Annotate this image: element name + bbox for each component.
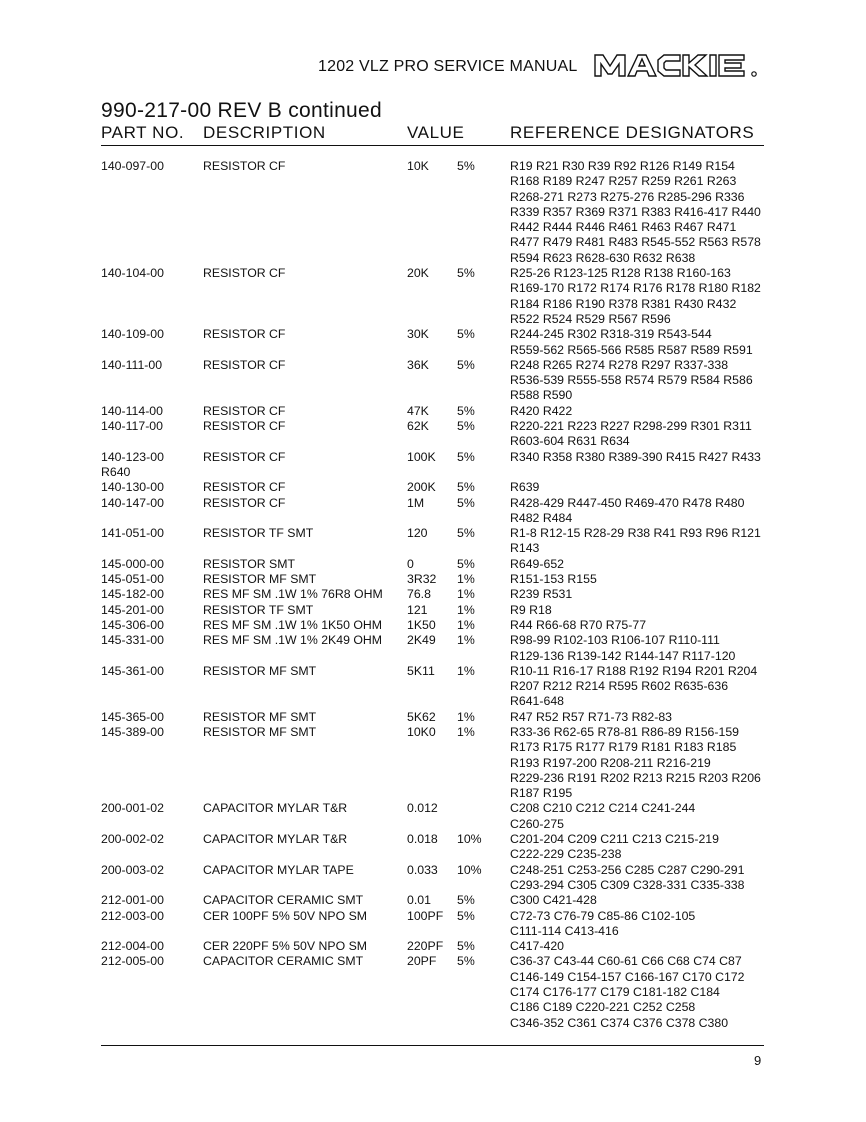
parts-row: [101, 587, 771, 602]
reference-designators: [510, 618, 772, 633]
reference-line: R239 R531: [510, 587, 573, 602]
reference-designators: [510, 557, 772, 572]
part-number: 140-130-00: [101, 480, 164, 495]
reference-designators: [510, 863, 772, 894]
part-number: 212-004-00: [101, 939, 164, 954]
part-number: 145-000-00: [101, 556, 164, 571]
reference-line: R168 R189 R247 R257 R259 R261 R263: [510, 174, 737, 189]
parts-row: [101, 832, 771, 863]
reference-line: R193 R197-200 R208-211 R216-219: [510, 755, 711, 770]
reference-line: R10-11 R16-17 R188 R192 R194 R201 R204: [510, 663, 758, 678]
part-tolerance: 5%: [457, 495, 475, 510]
part-description: CAPACITOR CERAMIC SMT: [203, 893, 364, 908]
reference-designators: [510, 327, 772, 358]
part-tolerance: 5%: [457, 480, 475, 495]
parts-row: [101, 480, 771, 495]
part-value: 20PF: [407, 954, 437, 969]
part-description: RESISTOR MF SMT: [203, 724, 317, 739]
part-tolerance: 5%: [457, 159, 475, 173]
part-value: 10K: [407, 159, 429, 173]
part-tolerance: 1%: [457, 724, 475, 739]
part-value: 5K62: [407, 709, 436, 724]
part-description: RESISTOR MF SMT: [203, 572, 317, 587]
reference-designators: [510, 633, 772, 664]
parts-row: [101, 954, 771, 1030]
part-description: CER 220PF 5% 50V NPO SM: [203, 939, 368, 954]
reference-line: R47 R52 R57 R71-73 R82-83: [510, 709, 673, 724]
footer-divider: [101, 1045, 764, 1046]
parts-row: [101, 909, 771, 940]
parts-row: [101, 801, 771, 832]
part-number: 141-051-00: [101, 526, 164, 541]
part-tolerance: 5%: [457, 357, 475, 372]
part-tolerance: 5%: [457, 556, 475, 571]
parts-row: [101, 419, 771, 450]
parts-row: [101, 450, 771, 481]
part-number: 145-306-00: [101, 617, 164, 632]
part-tolerance: 10%: [457, 832, 482, 847]
parts-row: [101, 557, 771, 572]
parts-row: [101, 266, 771, 327]
reference-designators: [510, 266, 772, 327]
parts-row: [101, 603, 771, 618]
reference-line: R244-245 R302 R318-319 R543-544: [510, 327, 712, 342]
reference-designators: [510, 909, 772, 940]
parts-row: [101, 633, 771, 664]
mackie-logo: [594, 52, 766, 78]
parts-row: [101, 618, 771, 633]
part-value: 121: [407, 602, 428, 617]
column-header-part-no: PART NO.: [101, 123, 185, 142]
part-description: RESISTOR CF: [203, 495, 286, 510]
part-number: 200-002-02: [101, 832, 164, 847]
reference-line: R19 R21 R30 R39 R92 R126 R149 R154: [510, 159, 735, 173]
part-tolerance: 1%: [457, 633, 475, 648]
column-header-description: DESCRIPTION: [203, 123, 326, 142]
parts-row: [101, 710, 771, 725]
part-value: 62K: [407, 419, 429, 434]
part-number: 145-051-00: [101, 572, 164, 587]
reference-line: C222-229 C235-238: [510, 847, 622, 862]
part-value: 0: [407, 556, 414, 571]
reference-overflow: R640: [101, 464, 131, 479]
reference-line: R207 R212 R214 R595 R602 R635-636: [510, 679, 729, 694]
reference-line: C146-149 C154-157 C166-167 C170 C172: [510, 969, 745, 984]
reference-line: R184 R186 R190 R378 R381 R430 R432: [510, 296, 737, 311]
part-tolerance: 5%: [457, 526, 475, 541]
reference-line: R428-429 R447-450 R469-470 R478 R480: [510, 495, 745, 510]
part-value: 200K: [407, 480, 436, 495]
manual-title: 1202 VLZ PRO SERVICE MANUAL: [318, 58, 578, 75]
part-description: RESISTOR CF: [203, 480, 286, 495]
reference-designators: [510, 954, 772, 1030]
reference-line: C346-352 C361 C374 C376 C378 C380: [510, 1015, 729, 1030]
reference-line: R25-26 R123-125 R128 R138 R160-163: [510, 266, 731, 281]
part-number: 140-104-00: [101, 266, 164, 281]
reference-line: C300 C421-428: [510, 893, 597, 908]
part-value: 100PF: [407, 908, 444, 923]
part-value: 0.033: [407, 862, 438, 877]
reference-designators: [510, 526, 772, 557]
part-number: 212-003-00: [101, 908, 164, 923]
part-value: 0.01: [407, 893, 431, 908]
part-number: 140-114-00: [101, 403, 163, 418]
part-tolerance: 1%: [457, 663, 475, 678]
reference-line: R248 R265 R274 R278 R297 R337-338: [510, 357, 729, 372]
reference-line: C201-204 C209 C211 C213 C215-219: [510, 832, 719, 847]
part-description: CAPACITOR CERAMIC SMT: [203, 954, 364, 969]
part-tolerance: 5%: [457, 327, 475, 342]
part-description: RESISTOR CF: [203, 266, 286, 281]
reference-designators: [510, 572, 772, 587]
reference-line: C186 C189 C220-221 C252 C258: [510, 1000, 696, 1015]
parts-row: [101, 725, 771, 801]
part-value: 5K11: [407, 663, 435, 678]
part-number: 200-001-02: [101, 801, 164, 816]
reference-line: R442 R444 R446 R461 R463 R467 R471: [510, 220, 737, 235]
reference-line: R649-652: [510, 556, 565, 571]
page-number: 9: [754, 1053, 762, 1068]
part-description: RESISTOR TF SMT: [203, 602, 314, 617]
part-number: 140-109-00: [101, 327, 164, 342]
part-value: 76.8: [407, 587, 431, 602]
reference-designators: [510, 587, 772, 602]
part-description: RES MF SM .1W 1% 76R8 OHM: [203, 587, 383, 602]
part-description: CAPACITOR MYLAR T&R: [203, 832, 348, 847]
part-tolerance: 5%: [457, 403, 475, 418]
reference-line: R98-99 R102-103 R106-107 R110-111: [510, 633, 720, 648]
reference-designators: [510, 893, 772, 908]
part-tolerance: 5%: [457, 939, 475, 954]
reference-line: R603-604 R631 R634: [510, 434, 630, 449]
part-tolerance: 1%: [457, 709, 475, 724]
reference-line: R339 R357 R369 R371 R383 R416-417 R440: [510, 204, 761, 219]
part-description: CER 100PF 5% 50V NPO SM: [203, 908, 368, 923]
part-value: 30K: [407, 327, 429, 342]
reference-line: R522 R524 R529 R567 R596: [510, 311, 671, 326]
reference-line: R559-562 R565-566 R585 R587 R589 R591: [510, 342, 753, 357]
reference-designators: [510, 603, 772, 618]
reference-line: R169-170 R172 R174 R176 R178 R180 R182: [510, 281, 761, 296]
reference-line: C111-114 C413-416: [510, 923, 619, 938]
part-number: 145-182-00: [101, 587, 164, 602]
part-number: 212-001-00: [101, 893, 164, 908]
part-tolerance: 1%: [457, 572, 475, 587]
reference-designators: [510, 496, 772, 527]
parts-row: [101, 526, 771, 557]
part-value: 0.012: [407, 801, 438, 816]
reference-designators: [510, 404, 772, 419]
part-tolerance: 1%: [457, 587, 475, 602]
part-description: RESISTOR CF: [203, 419, 286, 434]
reference-designators: [510, 159, 772, 266]
part-description: RESISTOR CF: [203, 327, 286, 342]
reference-designators: [510, 450, 772, 465]
part-description: RESISTOR TF SMT: [203, 526, 314, 541]
parts-row: [101, 404, 771, 419]
part-description: RESISTOR MF SMT: [203, 663, 317, 678]
parts-row: [101, 863, 771, 894]
reference-line: R477 R479 R481 R483 R545-552 R563 R578: [510, 235, 761, 250]
part-tolerance: 5%: [457, 893, 475, 908]
part-description: RESISTOR CF: [203, 357, 286, 372]
part-value: 120: [407, 526, 428, 541]
parts-row: [101, 664, 771, 710]
part-tolerance: 1%: [457, 602, 475, 617]
reference-line: C208 C210 C212 C214 C241-244: [510, 801, 696, 816]
reference-line: R143: [510, 541, 540, 556]
reference-line: R420 R422: [510, 403, 573, 418]
part-description: RES MF SM .1W 1% 1K50 OHM: [203, 617, 383, 632]
part-tolerance: 5%: [457, 266, 475, 281]
parts-list: [101, 159, 771, 1031]
part-description: RESISTOR CF: [203, 159, 286, 173]
column-header-reference-designators: REFERENCE DESIGNATORS: [510, 123, 755, 142]
reference-line: C248-251 C253-256 C285 C287 C290-291: [510, 862, 745, 877]
reference-line: R9 R18: [510, 602, 552, 617]
parts-row: [101, 893, 771, 908]
reference-line: R229-236 R191 R202 R213 R215 R203 R206: [510, 770, 761, 785]
part-tolerance: 5%: [457, 419, 475, 434]
reference-designators: [510, 939, 772, 954]
parts-row: [101, 358, 771, 404]
reference-line: C260-275: [510, 816, 565, 831]
part-description: RESISTOR MF SMT: [203, 709, 317, 724]
reference-line: R44 R66-68 R70 R75-77: [510, 617, 647, 632]
reference-designators: [510, 710, 772, 725]
part-tolerance: 10%: [457, 862, 482, 877]
part-number: 140-117-00: [101, 419, 163, 434]
reference-line: C293-294 C305 C309 C328-331 C335-338: [510, 877, 745, 892]
reference-line: R220-221 R223 R227 R298-299 R301 R311: [510, 419, 752, 434]
reference-line: C174 C176-177 C179 C181-182 C184: [510, 985, 720, 1000]
reference-line: C417-420: [510, 939, 565, 954]
part-value: 0.018: [407, 832, 438, 847]
part-value: 20K: [407, 266, 429, 281]
part-description: RESISTOR SMT: [203, 556, 296, 571]
reference-line: R33-36 R62-65 R78-81 R86-89 R156-159: [510, 724, 739, 739]
parts-row: [101, 572, 771, 587]
reference-line: R340 R358 R380 R389-390 R415 R427 R433: [510, 449, 761, 464]
part-number: 200-003-02: [101, 862, 164, 877]
part-value: 1K50: [407, 617, 436, 632]
reference-line: R536-539 R555-558 R574 R579 R584 R586: [510, 373, 753, 388]
reference-line: R588 R590: [510, 388, 573, 403]
reference-line: R268-271 R273 R275-276 R285-296 R336: [510, 189, 745, 204]
part-number: 145-365-00: [101, 709, 164, 724]
reference-line: R1-8 R12-15 R28-29 R38 R41 R93 R96 R121: [510, 526, 761, 541]
part-number: 140-147-00: [101, 495, 164, 510]
part-number: 140-097-00: [101, 159, 164, 173]
part-number: 212-005-00: [101, 954, 164, 969]
header-divider: [101, 145, 764, 146]
part-value: 2K49: [407, 633, 436, 648]
reference-designators: [510, 801, 772, 832]
reference-line: R187 R195: [510, 786, 573, 801]
reference-line: R151-153 R155: [510, 572, 597, 587]
part-value: 10K0: [407, 724, 436, 739]
part-description: CAPACITOR MYLAR T&R: [203, 801, 348, 816]
reference-line: R594 R623 R628-630 R632 R638: [510, 250, 696, 265]
section-title: 990-217-00 REV B continued: [101, 99, 382, 122]
reference-designators: [510, 664, 772, 710]
reference-designators: [510, 832, 772, 863]
parts-row: [101, 159, 771, 266]
part-value: 3R32: [407, 572, 437, 587]
parts-row: [101, 327, 771, 358]
reference-line: R639: [510, 480, 540, 495]
reference-line: R129-136 R139-142 R144-147 R117-120: [510, 648, 736, 663]
part-number: 145-389-00: [101, 724, 164, 739]
part-value: 36K: [407, 357, 429, 372]
reference-designators: [510, 725, 772, 801]
part-number: 140-111-00: [101, 357, 163, 372]
part-value: 220PF: [407, 939, 444, 954]
parts-row: [101, 939, 771, 954]
column-header-value: VALUE: [407, 123, 465, 142]
part-number: 140-123-00: [101, 449, 164, 464]
part-tolerance: 1%: [457, 617, 475, 632]
part-description: RESISTOR CF: [203, 449, 286, 464]
part-value: 1M: [407, 495, 425, 510]
reference-line: R482 R484: [510, 510, 573, 525]
reference-line: C36-37 C43-44 C60-61 C66 C68 C74 C87: [510, 954, 742, 969]
reference-line: C72-73 C76-79 C85-86 C102-105: [510, 908, 696, 923]
part-value: 47K: [407, 403, 429, 418]
part-description: RES MF SM .1W 1% 2K49 OHM: [203, 633, 383, 648]
parts-row: [101, 496, 771, 527]
reference-line: R173 R175 R177 R179 R181 R183 R185: [510, 740, 737, 755]
part-tolerance: 5%: [457, 908, 475, 923]
part-number: 145-331-00: [101, 633, 164, 648]
part-number: 145-361-00: [101, 663, 164, 678]
reference-designators: [510, 358, 772, 404]
part-tolerance: 5%: [457, 954, 475, 969]
reference-designators: [510, 480, 772, 495]
reference-line: R641-648: [510, 694, 565, 709]
part-description: CAPACITOR MYLAR TAPE: [203, 862, 354, 877]
reference-designators: [510, 419, 772, 450]
part-tolerance: 5%: [457, 449, 475, 464]
part-number: 145-201-00: [101, 602, 164, 617]
part-description: RESISTOR CF: [203, 403, 286, 418]
part-value: 100K: [407, 449, 436, 464]
